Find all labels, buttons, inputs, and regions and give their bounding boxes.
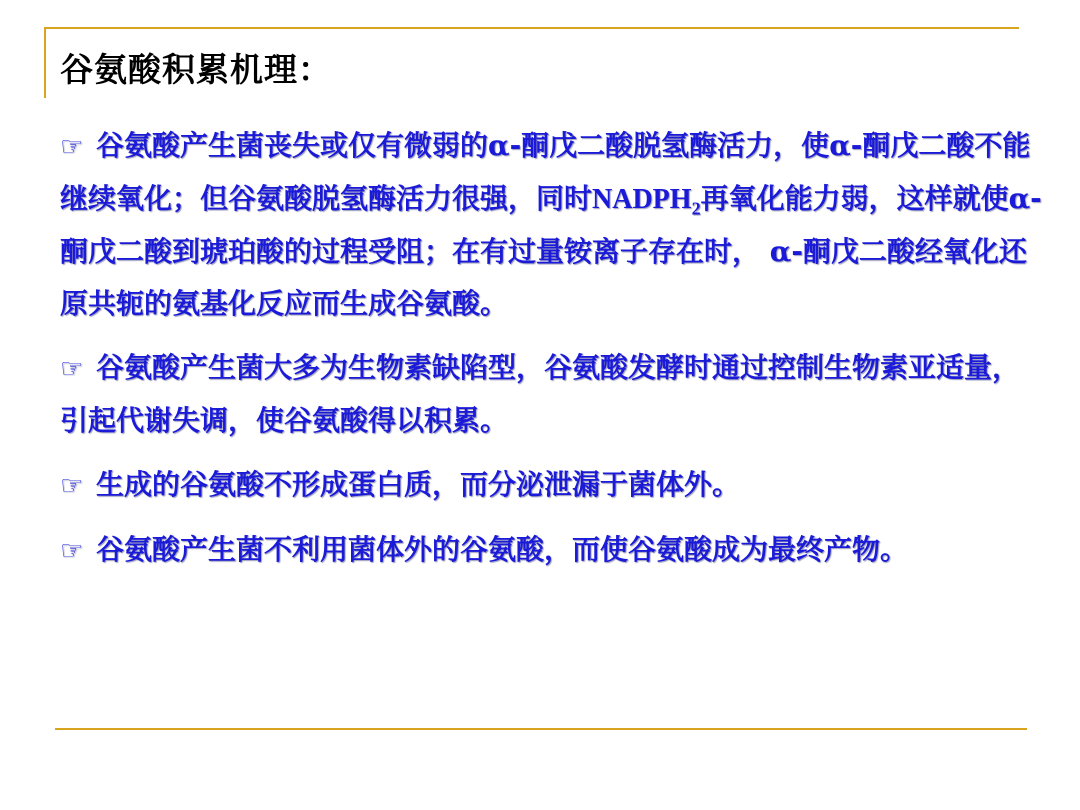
p1-text-a: 谷氨酸产生菌丧失或仅有微弱的 [96, 129, 489, 162]
pointing-hand-icon: ☞ [60, 471, 84, 501]
p1-text-d: 再氧化能力弱，这样就使 [700, 182, 1009, 215]
pointing-hand-icon: ☞ [60, 536, 84, 566]
p1-text-e: -酮戊二酸到琥珀酸的过程受阻；在有过量铵离子存在时， [60, 182, 1042, 268]
paragraph-4 [60, 524, 1045, 577]
nadph-text: NADPH [592, 184, 692, 215]
paragraph-3 [60, 459, 1045, 512]
pointing-hand-icon: ☞ [60, 354, 84, 384]
paragraph-1 [60, 120, 1045, 330]
alpha-symbol: α [769, 235, 792, 268]
paragraph-2 [60, 342, 1045, 447]
nadph-subscript: 2 [691, 198, 701, 219]
p3-text: 生成的谷氨酸不形成蛋白质，而分泌泄漏于菌体外。 [96, 468, 741, 501]
p4-text: 谷氨酸产生菌不利用菌体外的谷氨酸，而使谷氨酸成为最终产物。 [96, 533, 909, 566]
p1-text-c: -酮戊二酸不能继续氧化；但谷氨酸脱氢酶活力很强，同时 [60, 129, 1031, 215]
bottom-rule [55, 728, 1027, 730]
left-rule [44, 27, 46, 98]
alpha-symbol: α [829, 129, 851, 162]
top-rule [44, 27, 1019, 29]
p2-text: 谷氨酸产生菌大多为生物素缺陷型，谷氨酸发酵时通过控制生物素亚适量，引起代谢失调，使谷氨酸得以积累。 [60, 351, 1021, 437]
slide-content [60, 120, 1045, 577]
alpha-symbol: α [488, 129, 510, 162]
pointing-hand-icon: ☞ [60, 132, 84, 162]
alpha-symbol: α [1008, 182, 1031, 215]
slide-title: 谷氨酸积累机理： [60, 50, 332, 89]
p1-text-f: -酮戊二酸经氧化还原共轭的氨基化反应而生成谷氨酸。 [60, 235, 1027, 320]
p1-text-b: -酮戊二酸脱氢酶活力，使 [509, 129, 830, 162]
